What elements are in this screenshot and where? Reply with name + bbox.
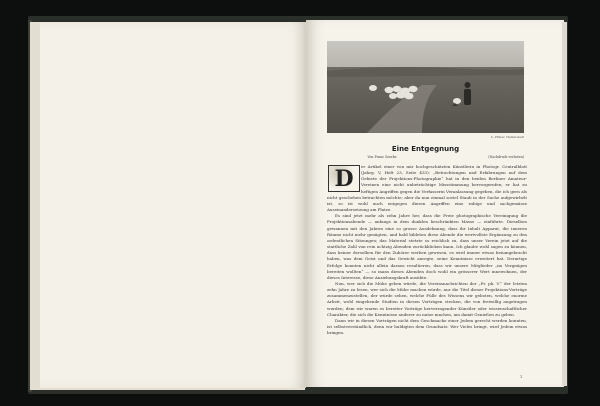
article-paragraph-3: Nun, wer sich die Mühe geben würde, die Vereinsnachrichten der „Fr. ph. V.“ der letzten zehn Jahre zu lesen, wer sich die Mühe machen würde, nur die Titel dieser Projektions-Vorträge zusammenzustellen, der würde sehen, welche Fülle des Wissens wir geboten, welche enorme Arbeit, wohl eingehende Studien in diesen Vorträgen stecken, die von freiwillig angetragen wurden; dem wir waren es bereiter Vorträge herverragender Künstler oder wissenschaftlicher Charakter, die sich die Kenntnisse anderer zu nutze machen, um damit Genießen zu geben. xyxy=(327,280,527,317)
article-byline: Von Franz Goerke xyxy=(367,155,397,159)
article-paragraph-2: Es sind jetzt mehr als zehn Jahre her, dass die Freie photographische Vereinigung die Projektionsabende — anfangs in dem dunklen beschränkten Masse — einführte. Dieselben gewannen mit den Jahren eine so grosse Ausdehnung, dass ihr Inhalt Apparat, die inneren Räume nicht mehr genügten, und bald bildeten diese Abende die wertvollste Ergänzung zu den ordentlichen Sitzungen; das Material stetzte so reichlich zu, dass unser Verein jetzt auf die stattliche Zahl von rein achtzig Abenden zurückblicken kann. Ich glaube wohl sagen zu können, dass keiner derselben für den Zuhörer werben gewesen, es wird immer etwas beiumgebracht haben, was dem Geist und das Gewicht anregte, seine Kenntnisse erweitert hat. Derartige Erfolge konnten nicht allein daraus resultieren, dass wir unsere Mitglieder „im Vergnügen bereiten wollten“ — so mans dieses Abenden doch wohl ein grösserer Wert innewohnen, der dieses Interesse, diese Anziehungskraft ausübte. xyxy=(327,213,527,280)
shepherd-photo-image xyxy=(327,41,524,133)
page-number: 1 xyxy=(520,375,523,379)
article-title: Eine Entgegnung xyxy=(391,145,460,153)
photo-credit: A. Pfister, Hallenstadt xyxy=(490,135,524,139)
article-paragraph-4: Dann wir in diesen Vorträgen nicht dem Geschmacke einer Jedem gerecht werden konnten, ist selbstverständlich, denn wir huldigten dem Grundsatz: Wer Vieles bringt, wird Jedem etwas bringen. xyxy=(327,317,527,336)
decorated-initial: D xyxy=(328,165,360,192)
article-paragraph-1: er Artikel einer von mir hochgeschätzten Künstlerin in Photogr. Centralblatt (Jahrg. V, Heft 23, Seite 433): „Betrachtungen und Erfahrungen auf dem Gebiete der Projektions-Photographie“ hat in den beiden Berliner Amateur-Vereinen eine nicht unbeträchtige Missstimmung hervorgerufen; er hat zu heftigen Angriffen gegen die Verfasserin Veranlassung gegeben, die ich gern als nicht geschehen betrachten möchte; aber da nun einmal soviel Staub in der Sache aufgewirbelt ist, so ist wohl auch entgegen diesen Angriffen eine ruhige und sachgemässe Auseinandersetzung am Platze. xyxy=(327,164,527,213)
shepherd-photograph xyxy=(327,41,524,133)
right-page-stack xyxy=(562,22,567,386)
left-blank-page xyxy=(40,22,306,388)
reprint-notice: (Nachdruck verboten) xyxy=(488,155,524,159)
